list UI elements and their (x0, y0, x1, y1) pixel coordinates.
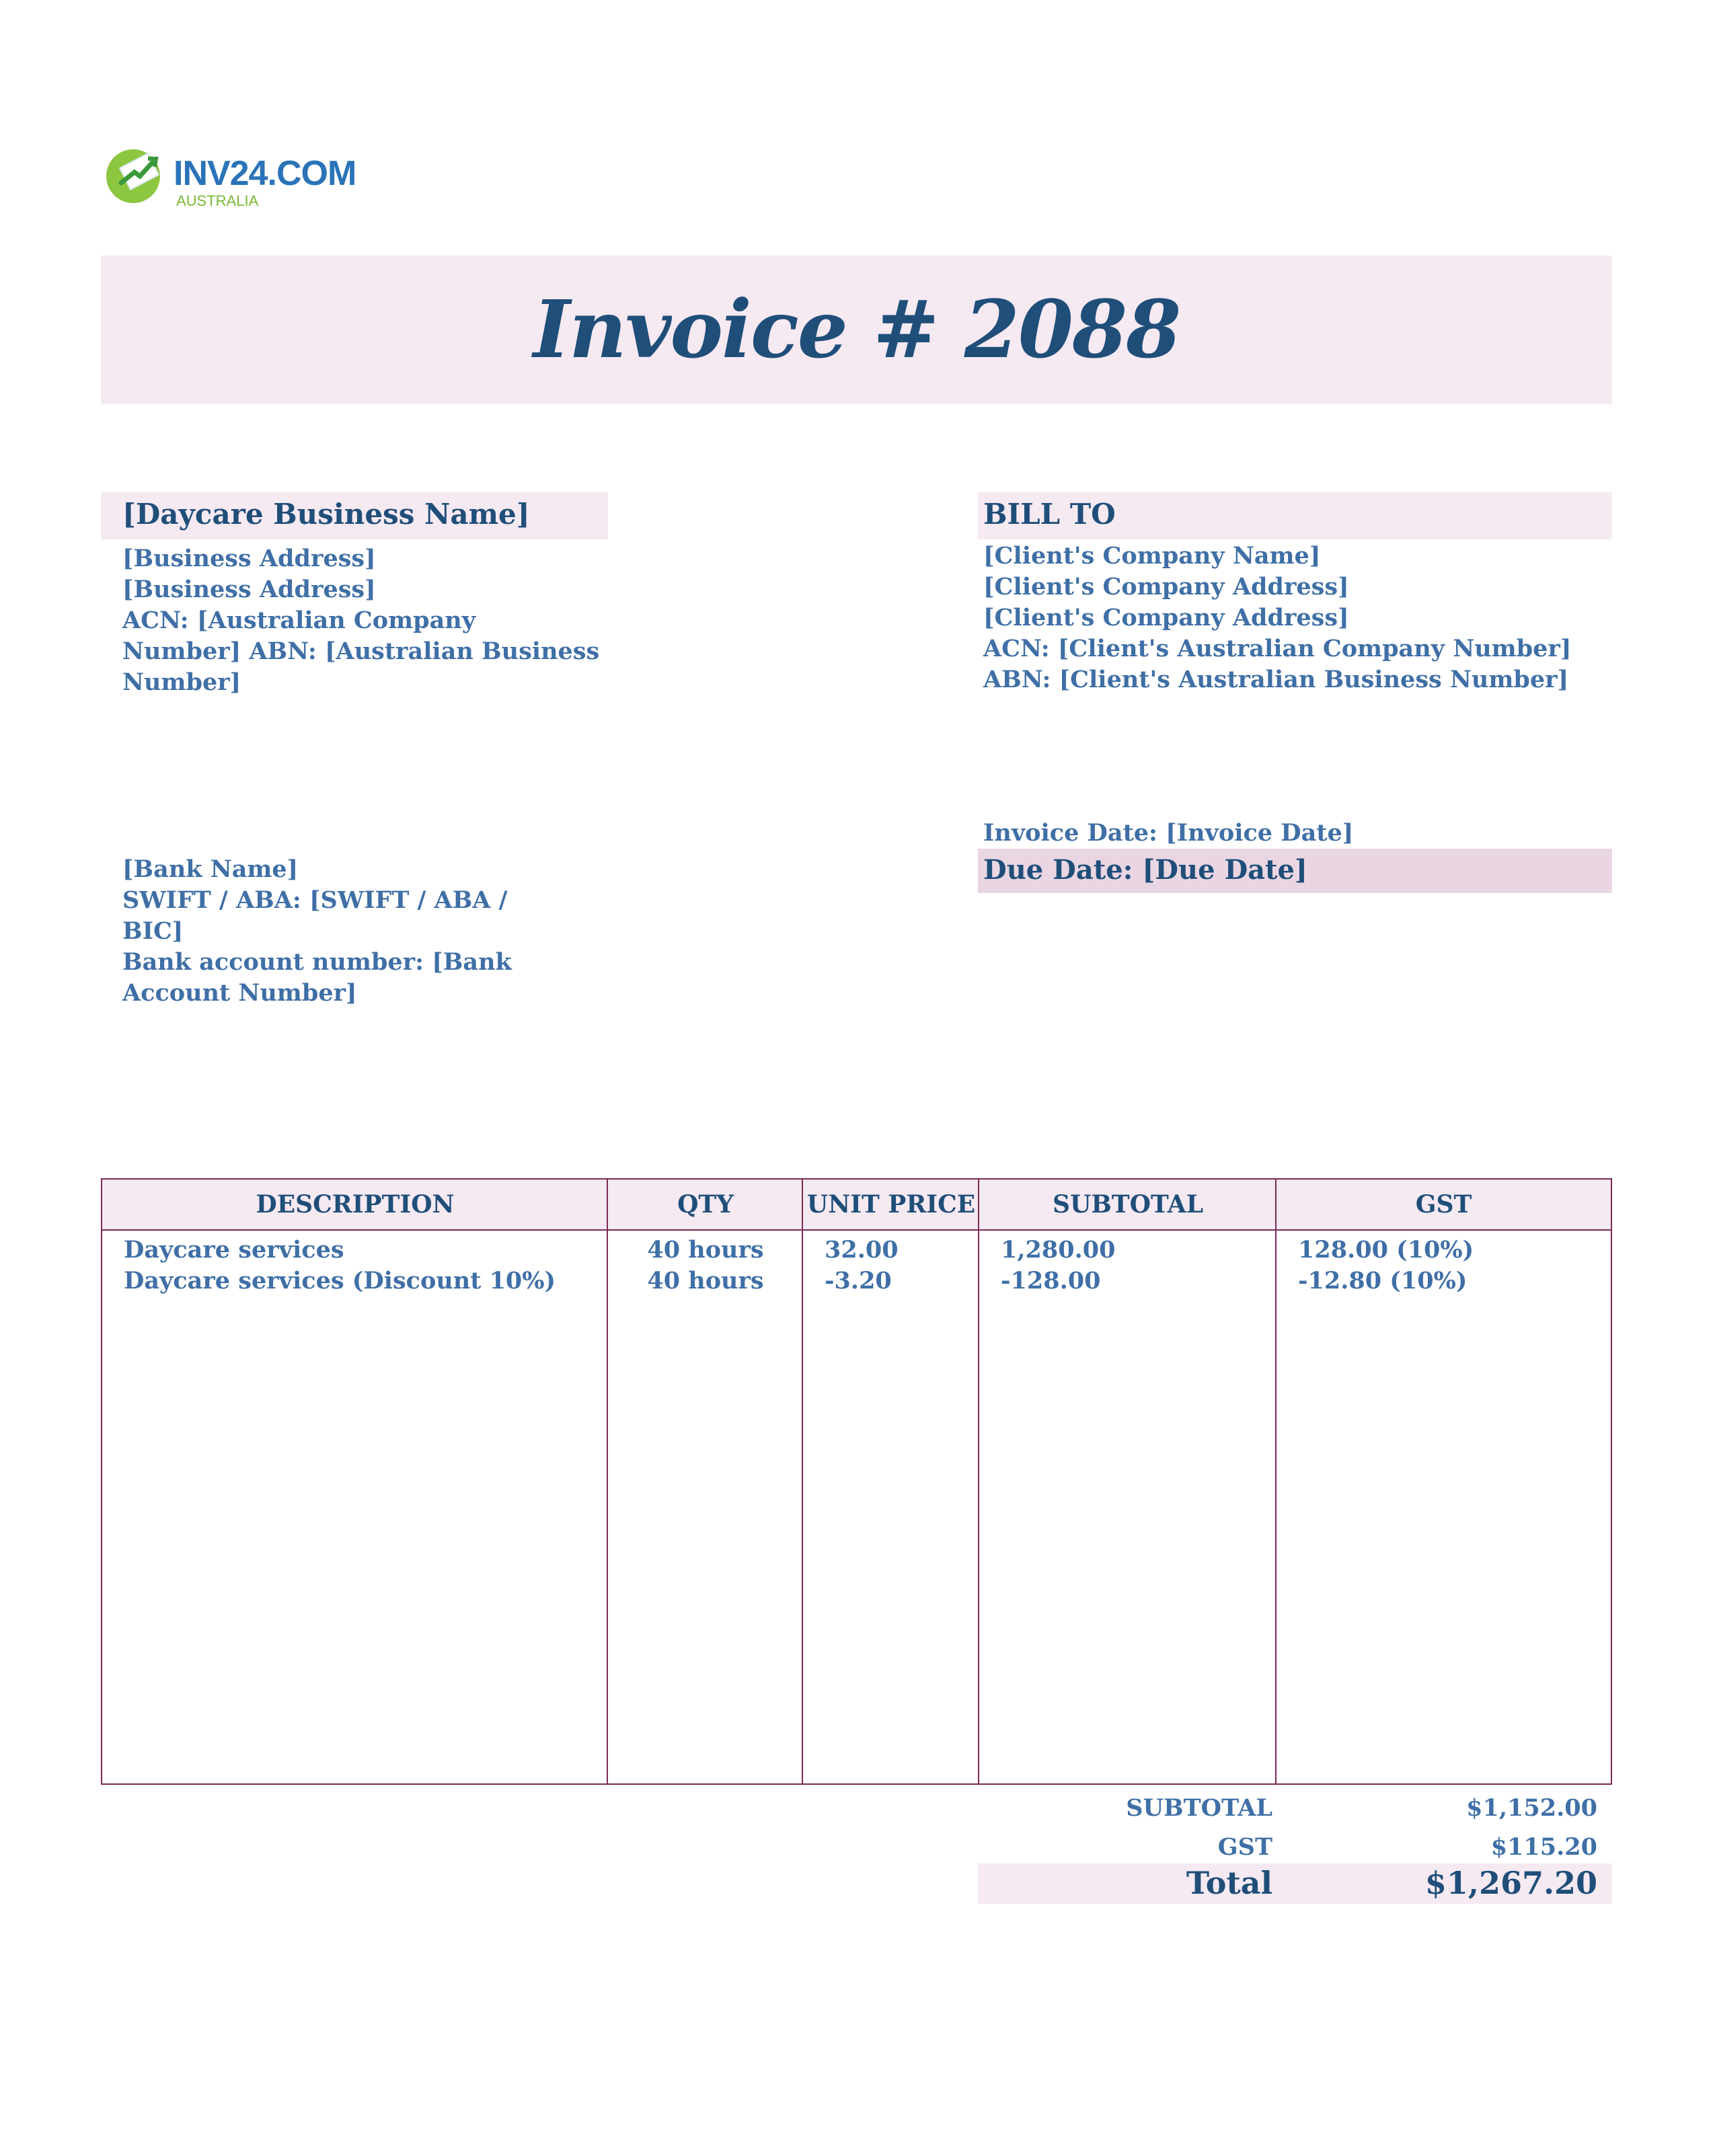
business-header (101, 492, 608, 539)
subtotal-label: SUBTOTAL (1126, 1794, 1272, 1822)
bill-to-line: [Client's Company Address] (983, 604, 1349, 631)
subtotal-value: $1,152.00 (1466, 1794, 1597, 1822)
gst-value: $115.20 (1490, 1833, 1597, 1861)
business-details (122, 543, 607, 698)
bill-to-header (978, 492, 1612, 539)
company-logo (101, 141, 356, 215)
logo-icon (101, 141, 168, 208)
table-header (102, 1180, 1611, 1231)
items-table (101, 1178, 1612, 1785)
due-date: Due Date: [Due Date] (983, 854, 1307, 886)
cell-gst: 128.00 (10%) (1298, 1236, 1474, 1264)
invoice-date: Invoice Date: [Invoice Date] (983, 819, 1354, 847)
bank-line: Bank account number: [Bank (122, 948, 512, 976)
total-value: $1,267.20 (1424, 1865, 1597, 1901)
cell-subtotal: 1,280.00 (1001, 1236, 1116, 1264)
bill-to-line: [Client's Company Name] (983, 542, 1321, 570)
gst-label: GST (1217, 1833, 1272, 1861)
cell-unit-price: 32.00 (825, 1236, 899, 1264)
column-divider (978, 1180, 979, 1783)
bill-to-line: [Client's Company Address] (983, 573, 1349, 601)
cell-qty: 40 hours (647, 1267, 764, 1295)
bank-details (122, 854, 553, 1009)
business-line: Number] (122, 668, 241, 696)
title-band (101, 256, 1612, 404)
bill-to-line: ABN: [Client's Australian Business Number] (983, 666, 1569, 693)
header-qty: QTY (677, 1190, 734, 1219)
cell-unit-price: -3.20 (825, 1267, 892, 1295)
total-label: Total (1186, 1865, 1272, 1901)
header-unit-price: UNIT PRICE (806, 1190, 976, 1219)
bill-to-heading: BILL TO (983, 498, 1116, 531)
business-line: Number] ABN: [Australian Business (122, 638, 600, 665)
due-date-band (978, 849, 1612, 893)
cell-description: Daycare services (124, 1236, 344, 1264)
bank-line: SWIFT / ABA: [SWIFT / ABA / BIC] (122, 886, 508, 945)
business-line: [Business Address] (122, 545, 376, 572)
logo-subtext: AUSTRALIA (176, 192, 259, 209)
cell-gst: -12.80 (10%) (1298, 1267, 1468, 1295)
header-description: DESCRIPTION (256, 1190, 455, 1219)
business-line: ACN: [Australian Company (122, 607, 476, 634)
bank-line: Account Number] (122, 979, 357, 1007)
business-name: [Daycare Business Name] (122, 498, 530, 531)
business-line: [Business Address] (122, 576, 376, 603)
logo-text: INV24.COM (174, 154, 356, 193)
cell-description: Daycare services (Discount 10%) (124, 1267, 556, 1295)
invoice-title: Invoice # 2088 (533, 282, 1180, 376)
column-divider (1275, 1180, 1277, 1783)
cell-subtotal: -128.00 (1001, 1267, 1101, 1295)
header-gst: GST (1415, 1190, 1472, 1219)
cell-qty: 40 hours (647, 1236, 764, 1264)
bill-to-line: ACN: [Client's Australian Company Number] (983, 635, 1572, 662)
bill-to-details (983, 541, 1612, 695)
bank-line: [Bank Name] (122, 855, 299, 883)
total-band (978, 1863, 1612, 1904)
header-subtotal: SUBTOTAL (1052, 1190, 1204, 1219)
